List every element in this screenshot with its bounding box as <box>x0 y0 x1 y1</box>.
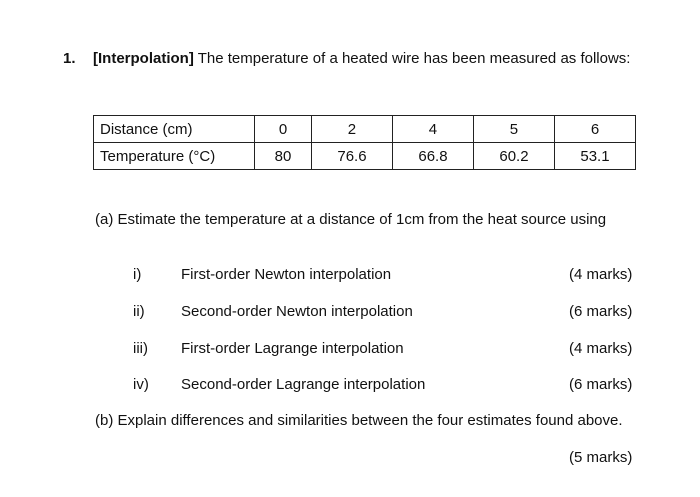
item-text: Second-order Lagrange interpolation <box>181 376 426 393</box>
table-cell: 0 <box>255 116 312 143</box>
item-marks: (6 marks) <box>569 376 633 393</box>
table-cell: 76.6 <box>311 143 392 170</box>
item-text: Second-order Newton interpolation <box>181 303 413 320</box>
table-row-distance <box>94 116 636 143</box>
table-cell: 66.8 <box>392 143 473 170</box>
table-cell: 80 <box>255 143 312 170</box>
item-marks: (4 marks) <box>569 340 633 357</box>
table-cell: 60.2 <box>473 143 554 170</box>
data-table <box>93 115 636 170</box>
table-row-temperature <box>94 143 636 170</box>
item-numeral: iii) <box>133 340 148 357</box>
table-cell: 4 <box>392 116 473 143</box>
table-cell: 5 <box>473 116 554 143</box>
part-b-text: (b) Explain differences and similarities between the four estimates found above. <box>95 412 623 429</box>
table-cell: 53.1 <box>554 143 635 170</box>
question-tag: [Interpolation] <box>93 50 194 67</box>
item-numeral: i) <box>133 266 142 283</box>
part-b-marks: (5 marks) <box>569 449 633 466</box>
item-text: First-order Newton interpolation <box>181 266 392 283</box>
item-marks: (6 marks) <box>569 303 633 320</box>
item-text: First-order Lagrange interpolation <box>181 340 404 357</box>
question-number: 1. <box>63 50 76 67</box>
row-header: Temperature (°C) <box>94 143 255 170</box>
item-numeral: ii) <box>133 303 145 320</box>
item-numeral: iv) <box>133 376 149 393</box>
row-header: Distance (cm) <box>94 116 255 143</box>
item-marks: (4 marks) <box>569 266 633 283</box>
question-intro <box>93 50 633 67</box>
table-cell: 6 <box>554 116 635 143</box>
question-text: The temperature of a heated wire has been measured as follows: <box>193 50 631 67</box>
table-cell: 2 <box>311 116 392 143</box>
part-a-text: (a) Estimate the temperature at a distance of 1cm from the heat source using <box>95 211 607 228</box>
